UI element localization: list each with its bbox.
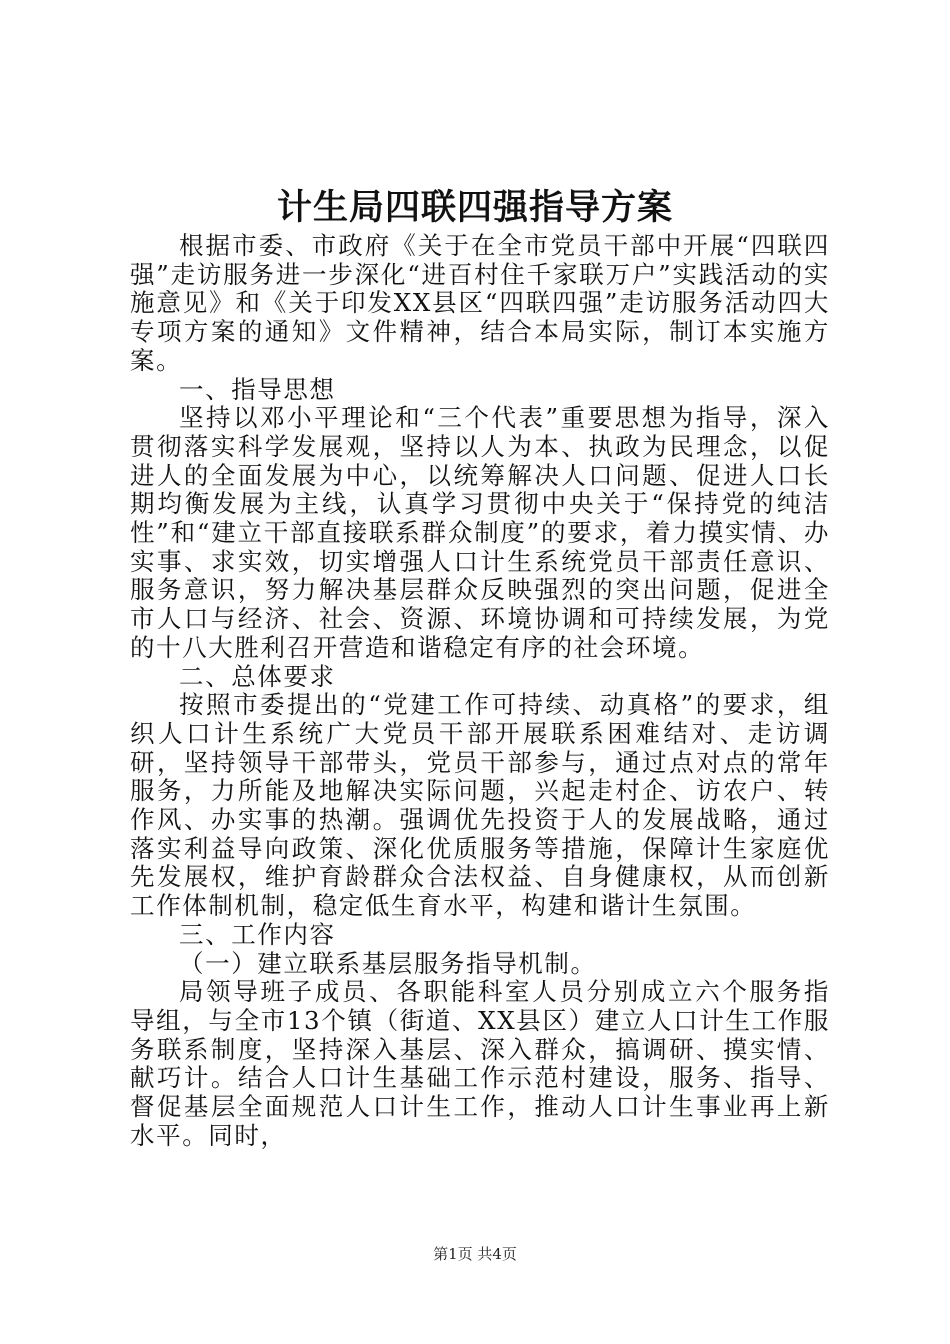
subsection-heading-service-mechanism: （一）建立联系基层服务指导机制。 (179, 948, 597, 978)
document-body (130, 232, 830, 1151)
section-heading-general-requirements: 二、总体要求 (179, 661, 336, 691)
general-requirements-paragraph: 按照市委提出的“党建工作可持续、动真格”的要求，组织人口计生系统广大党员干部开展联系困难结对、走访调研，坚持领导干部带头，党员干部参与，通过点对点的常年服务，力所能及地解决实际问题，兴起走村企、访农户、转作风、办实事的热潮。强调优先投资于人的发展战略，通过落实利益导向政策、深化优质服务等措施，保障计生家庭优先发展权，维护育龄群众合法权益、自身健康权，从而创新工作体制机制，稳定低生育水平，构建和谐计生氛围。 (130, 690, 830, 921)
page-indicator: 第1页 共4页 (433, 1245, 517, 1263)
guiding-ideology-paragraph: 坚持以邓小平理论和“三个代表”重要思想为指导，深入贯彻落实科学发展观，坚持以人为本、执政为民理念，以促进人的全面发展为中心，以统筹解决人口问题、促进人口长期均衡发展为主线，认真学习贯彻中央关于“保持党的纯洁性”和“建立干部直接联系群众制度”的要求，着力摸实情、办实事、求实效，切实增强人口计生系统党员干部责任意识、服务意识，努力解决基层群众反映强烈的突出问题，促进全市人口与经济、社会、资源、环境协调和可持续发展，为党的十八大胜利召开营造和谐稳定有序的社会环境。 (130, 403, 830, 662)
section-heading-work-content: 三、工作内容 (179, 919, 336, 949)
document-title: 计生局四联四强指导方案 (276, 187, 673, 228)
intro-paragraph: 根据市委、市政府《关于在全市党员干部中开展“四联四强”走访服务进一步深化“进百村住千家联万户”实践活动的实施意见》和《关于印发XX县区“四联四强”走访服务活动四大专项方案的通知》文件精神，结合本局实际，制订本实施方案。 (130, 231, 830, 375)
service-mechanism-paragraph: 局领导班子成员、各职能科室人员分别成立六个服务指导组，与全市13个镇（街道、XX县区）建立人口计生工作服务联系制度，坚持深入基层、深入群众，搞调研、摸实情、献巧计。结合人口计生基础工作示范村建设，服务、指导、督促基层全面规范人口计生工作，推动人口计生事业再上新水平。同时， (130, 977, 830, 1150)
section-heading-guiding-ideology: 一、指导思想 (179, 374, 336, 404)
